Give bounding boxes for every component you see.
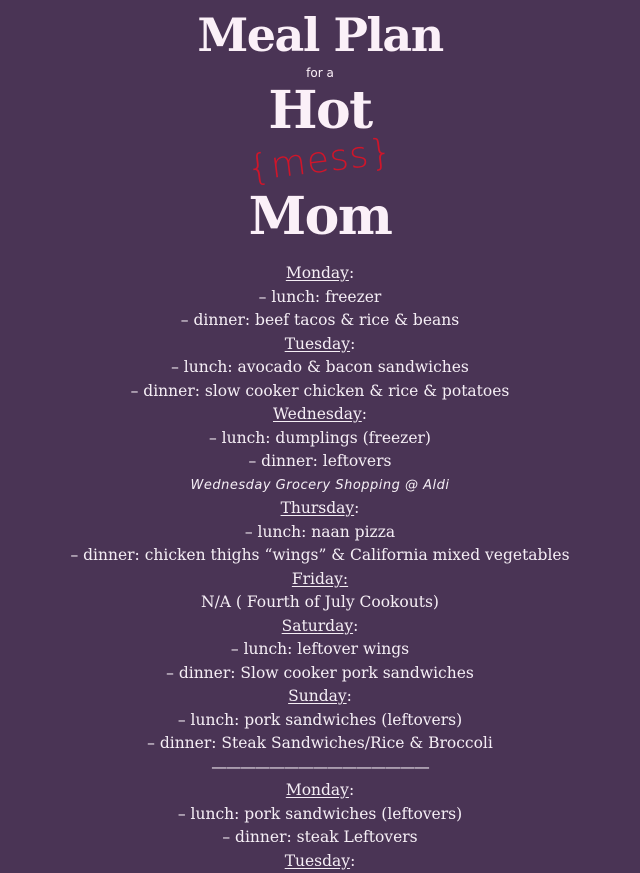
day-colon: : xyxy=(350,335,355,353)
meal-item: – lunch: pork sandwiches (leftovers) xyxy=(0,709,640,733)
title-for-a: for a xyxy=(0,66,640,80)
meal-item: – dinner: beef tacos & rice & beans xyxy=(0,309,640,333)
meal-item: – lunch: naan pizza xyxy=(0,521,640,545)
day-name: Tuesday xyxy=(285,852,350,870)
meal-item: – lunch: dumplings (freezer) xyxy=(0,427,640,451)
day-name: Tuesday xyxy=(285,335,350,353)
grocery-note: Wednesday Grocery Shopping @ Aldi xyxy=(0,474,640,498)
day-colon: : xyxy=(354,499,359,517)
meal-item: – lunch: avocado & bacon sandwiches xyxy=(0,356,640,380)
meal-item: – dinner: steak Leftovers xyxy=(0,826,640,850)
meal-item: – dinner: chicken thighs “wings” & California mixed vegetables xyxy=(0,544,640,568)
title-mom: Mom xyxy=(0,186,640,247)
day-colon: : xyxy=(347,687,352,705)
day-name: Sunday xyxy=(288,687,347,705)
day-heading xyxy=(0,850,640,873)
day-heading xyxy=(0,403,640,427)
meal-item: – lunch: pork sandwiches (leftovers) xyxy=(0,803,640,827)
day-colon: : xyxy=(350,852,355,870)
meal-item: N/A ( Fourth of July Cookouts) xyxy=(0,591,640,615)
title-hot: Hot xyxy=(0,80,640,141)
meal-item: – lunch: freezer xyxy=(0,286,640,310)
day-heading xyxy=(0,779,640,803)
week-separator: ——————————————— xyxy=(0,756,640,780)
title-mess-accent: {mess} xyxy=(0,101,640,220)
meal-item: – dinner: Steak Sandwiches/Rice & Broccoli xyxy=(0,732,640,756)
day-colon: : xyxy=(349,781,354,799)
day-heading xyxy=(0,685,640,709)
day-heading xyxy=(0,262,640,286)
day-name: Monday xyxy=(286,264,349,282)
meal-plan-list xyxy=(0,262,640,873)
meal-item: – lunch: leftover wings xyxy=(0,638,640,662)
day-name: Friday: xyxy=(292,570,348,588)
meal-item: – dinner: slow cooker chicken & rice & potatoes xyxy=(0,380,640,404)
day-colon: : xyxy=(353,617,358,635)
day-heading xyxy=(0,333,640,357)
day-heading xyxy=(0,615,640,639)
day-name: Saturday xyxy=(282,617,353,635)
day-heading xyxy=(0,568,640,592)
meal-item: – dinner: Slow cooker pork sandwiches xyxy=(0,662,640,686)
title-meal-plan: Meal Plan xyxy=(0,8,640,62)
day-name: Monday xyxy=(286,781,349,799)
day-heading xyxy=(0,497,640,521)
day-colon: : xyxy=(349,264,354,282)
day-name: Wednesday xyxy=(273,405,362,423)
day-colon: : xyxy=(362,405,367,423)
meal-item: – dinner: leftovers xyxy=(0,450,640,474)
day-name: Thursday xyxy=(281,499,355,517)
